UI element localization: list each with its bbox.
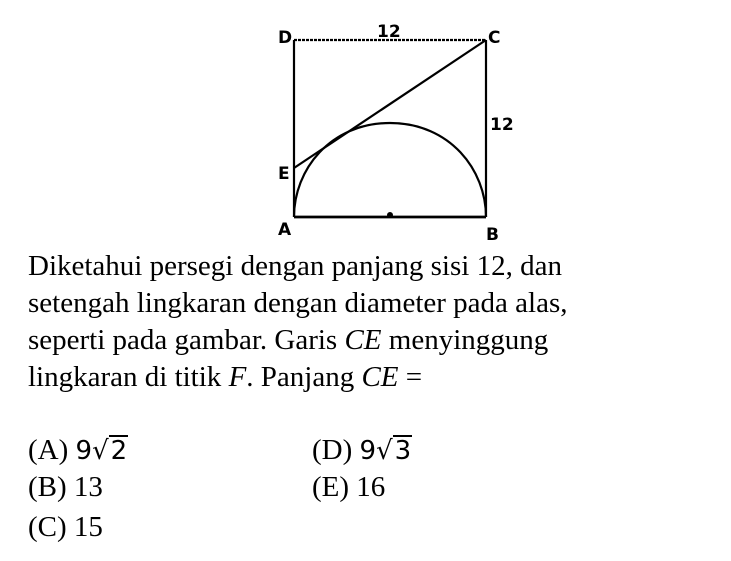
label-e: E <box>278 164 290 184</box>
choice-a-value <box>76 436 129 466</box>
sqrt-icon: √3 <box>376 436 412 466</box>
problem-text-span: lingkaran di titik <box>28 361 229 393</box>
label-b: B <box>486 225 499 245</box>
problem-text-span: menyinggung <box>381 324 549 356</box>
problem-statement <box>28 248 718 396</box>
choice-a-radicand: 2 <box>110 436 128 466</box>
problem-text-span: seperti pada gambar. Garis <box>28 324 345 356</box>
problem-line-3 <box>28 322 718 359</box>
center-point <box>387 212 393 218</box>
choice-d[interactable] <box>312 432 412 470</box>
problem-line-1: Diketahui persegi dengan panjang sisi 12, dan <box>28 250 562 282</box>
label-right-12: 12 <box>490 115 514 135</box>
semicircle-arc <box>294 123 486 217</box>
choice-b-label: (B) <box>28 471 74 503</box>
choice-b[interactable] <box>28 469 103 506</box>
problem-line-4 <box>28 359 718 396</box>
choice-c[interactable] <box>28 509 103 546</box>
choice-a[interactable] <box>28 432 128 470</box>
label-d: D <box>278 28 293 48</box>
problem-line-2: setengah lingkaran dengan diameter pada alas, <box>28 287 568 319</box>
sqrt-icon: √2 <box>92 436 128 466</box>
geometry-figure <box>0 0 731 250</box>
problem-text-span: = <box>398 361 423 393</box>
choice-e-label: (E) <box>312 471 357 503</box>
choice-a-label: (A) <box>28 434 76 466</box>
choice-a-coefficient: 9 <box>75 436 93 466</box>
segment-ce: CE <box>361 361 399 393</box>
choice-d-value <box>360 436 413 466</box>
label-top-12: 12 <box>377 22 401 42</box>
choice-e[interactable] <box>312 469 385 506</box>
choice-e-value: 16 <box>356 471 386 503</box>
choice-b-value: 13 <box>73 471 103 503</box>
choice-d-radicand: 3 <box>394 436 412 466</box>
problem-text-span: . Panjang <box>246 361 362 393</box>
choice-d-coefficient: 9 <box>359 436 377 466</box>
point-f: F <box>228 361 247 393</box>
label-a: A <box>278 220 292 240</box>
segment-ce: CE <box>344 324 382 356</box>
choice-c-value: 15 <box>73 511 103 543</box>
choice-c-label: (C) <box>28 511 74 543</box>
choice-d-label: (D) <box>312 434 360 466</box>
label-c: C <box>488 28 501 48</box>
